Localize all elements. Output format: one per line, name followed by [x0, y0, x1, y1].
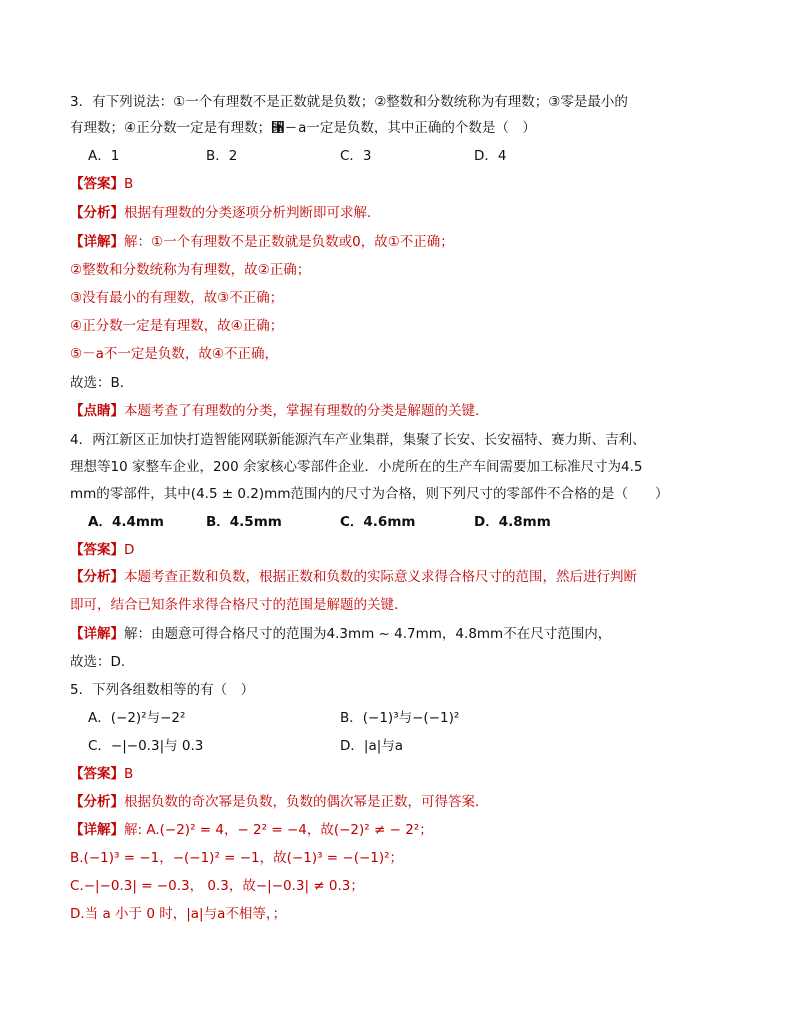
q5-detail-line4: D.当 a 小于 0 时，|a|与a不相等，；	[70, 906, 287, 922]
q3-stem-line2: 有理数；④正分数一定是有理数；⑑－a一定是负数，其中正确的个数是（ ）	[70, 120, 536, 136]
q4-stem-line1: 4．两江新区正加快打造智能网联新能源汽车产业集群，集聚了长安、长安福特、赛力斯、吉利、	[70, 432, 646, 448]
answer-value: D	[124, 542, 135, 558]
q5-options-row1	[88, 708, 688, 728]
q5-analysis	[70, 792, 730, 812]
answer-tag: 【答案】	[70, 542, 124, 558]
q3-choose: 故选：B．	[70, 375, 134, 391]
q4-answer	[70, 540, 730, 560]
answer-value: B	[124, 176, 134, 192]
q3-answer	[70, 174, 730, 194]
q3-option-d: D．4	[474, 148, 507, 164]
q3-detail-line2: ②整数和分数统称为有理数，故②正确；	[70, 262, 311, 278]
q4-option-a: A．4.4mm	[88, 514, 164, 530]
q5-detail-line3: C.−|−0.3| = −0.3， 0.3，故−|−0.3| ≠ 0.3；	[70, 878, 364, 894]
detail-tag: 【详解】	[70, 234, 124, 250]
q3-option-c: C．3	[340, 148, 372, 164]
q3-detail-line3: ③没有最小的有理数，故③不正确；	[70, 290, 284, 306]
q5-options-row2	[88, 736, 688, 756]
q5-option-d: D．|a|与a	[340, 738, 404, 754]
q4-detail	[70, 624, 730, 644]
q4-analysis-line1	[70, 567, 730, 587]
q4-stem-line3: mm的零部件，其中(4.5 ± 0.2)mm范围内的尺寸为合格，则下列尺寸的零部件不合格的是（ ）	[70, 486, 669, 502]
q4-option-c: C．4.6mm	[340, 514, 416, 530]
q3-detail-line5: ⑤－a不一定是负数，故④不正确，	[70, 346, 278, 362]
q3-analysis	[70, 203, 730, 223]
comment-text: 本题考查了有理数的分类，掌握有理数的分类是解题的关键．	[124, 403, 489, 419]
analysis-text: 根据有理数的分类逐项分析判断即可求解．	[124, 205, 381, 221]
q5-detail-line1	[70, 820, 730, 840]
q5-option-c: C．−|−0.3|与 0.3	[88, 738, 204, 754]
q3-option-a: A．1	[88, 148, 120, 164]
q5-stem: 5．下列各组数相等的有（ ）	[70, 682, 255, 698]
q4-options	[88, 512, 688, 532]
analysis-tag: 【分析】	[70, 794, 124, 810]
answer-tag: 【答案】	[70, 176, 124, 192]
q3-stem-line1: 3．有下列说法：①一个有理数不是正数就是负数；②整数和分数统称为有理数；③零是最小的	[70, 94, 628, 110]
q5-option-b: B．(−1)³与−(−1)²	[340, 710, 460, 726]
q3-option-b: B．2	[206, 148, 238, 164]
q4-analysis-line2: 即可，结合已知条件求得合格尺寸的范围是解题的关键．	[70, 597, 408, 613]
q4-choose: 故选：D.	[70, 654, 126, 670]
detail-text: 解: A.(−2)² = 4，− 2² = −4，故(−2)² ≠ − 2²；	[124, 822, 433, 838]
q3-detail-line1	[70, 232, 730, 252]
q3-options	[88, 146, 688, 166]
detail-text: 解：由题意可得合格尺寸的范围为4.3mm ~ 4.7mm，4.8mm不在尺寸范围内，	[124, 626, 612, 642]
q4-option-b: B．4.5mm	[206, 514, 282, 530]
q5-option-a: A．(−2)²与−2²	[88, 710, 186, 726]
q4-stem-line2: 理想等10 家整车企业，200 余家核心零部件企业．小虎所在的生产车间需要加工标准尺寸为4.5	[70, 459, 643, 475]
q5-detail-line2: B.(−1)³ = −1，−(−1)² = −1，故(−1)³ = −(−1)²；	[70, 850, 404, 866]
detail-text: 解：①一个有理数不是正数就是负数或0，故①不正确；	[124, 234, 454, 250]
q3-comment	[70, 401, 730, 421]
analysis-text: 根据负数的奇次幂是负数，负数的偶次幂是正数，可得答案．	[124, 794, 489, 810]
q3-detail-line4: ④正分数一定是有理数，故④正确；	[70, 318, 284, 334]
detail-tag: 【详解】	[70, 626, 124, 642]
q4-option-d: D．4.8mm	[474, 514, 551, 530]
detail-tag: 【详解】	[70, 822, 124, 838]
analysis-tag: 【分析】	[70, 205, 124, 221]
analysis-tag: 【分析】	[70, 569, 124, 585]
q5-answer	[70, 764, 730, 784]
analysis-text: 本题考查正数和负数，根据正数和负数的实际意义求得合格尺寸的范围，然后进行判断	[124, 569, 637, 585]
answer-tag: 【答案】	[70, 766, 124, 782]
answer-value: B	[124, 766, 134, 782]
comment-tag: 【点睛】	[70, 403, 124, 419]
